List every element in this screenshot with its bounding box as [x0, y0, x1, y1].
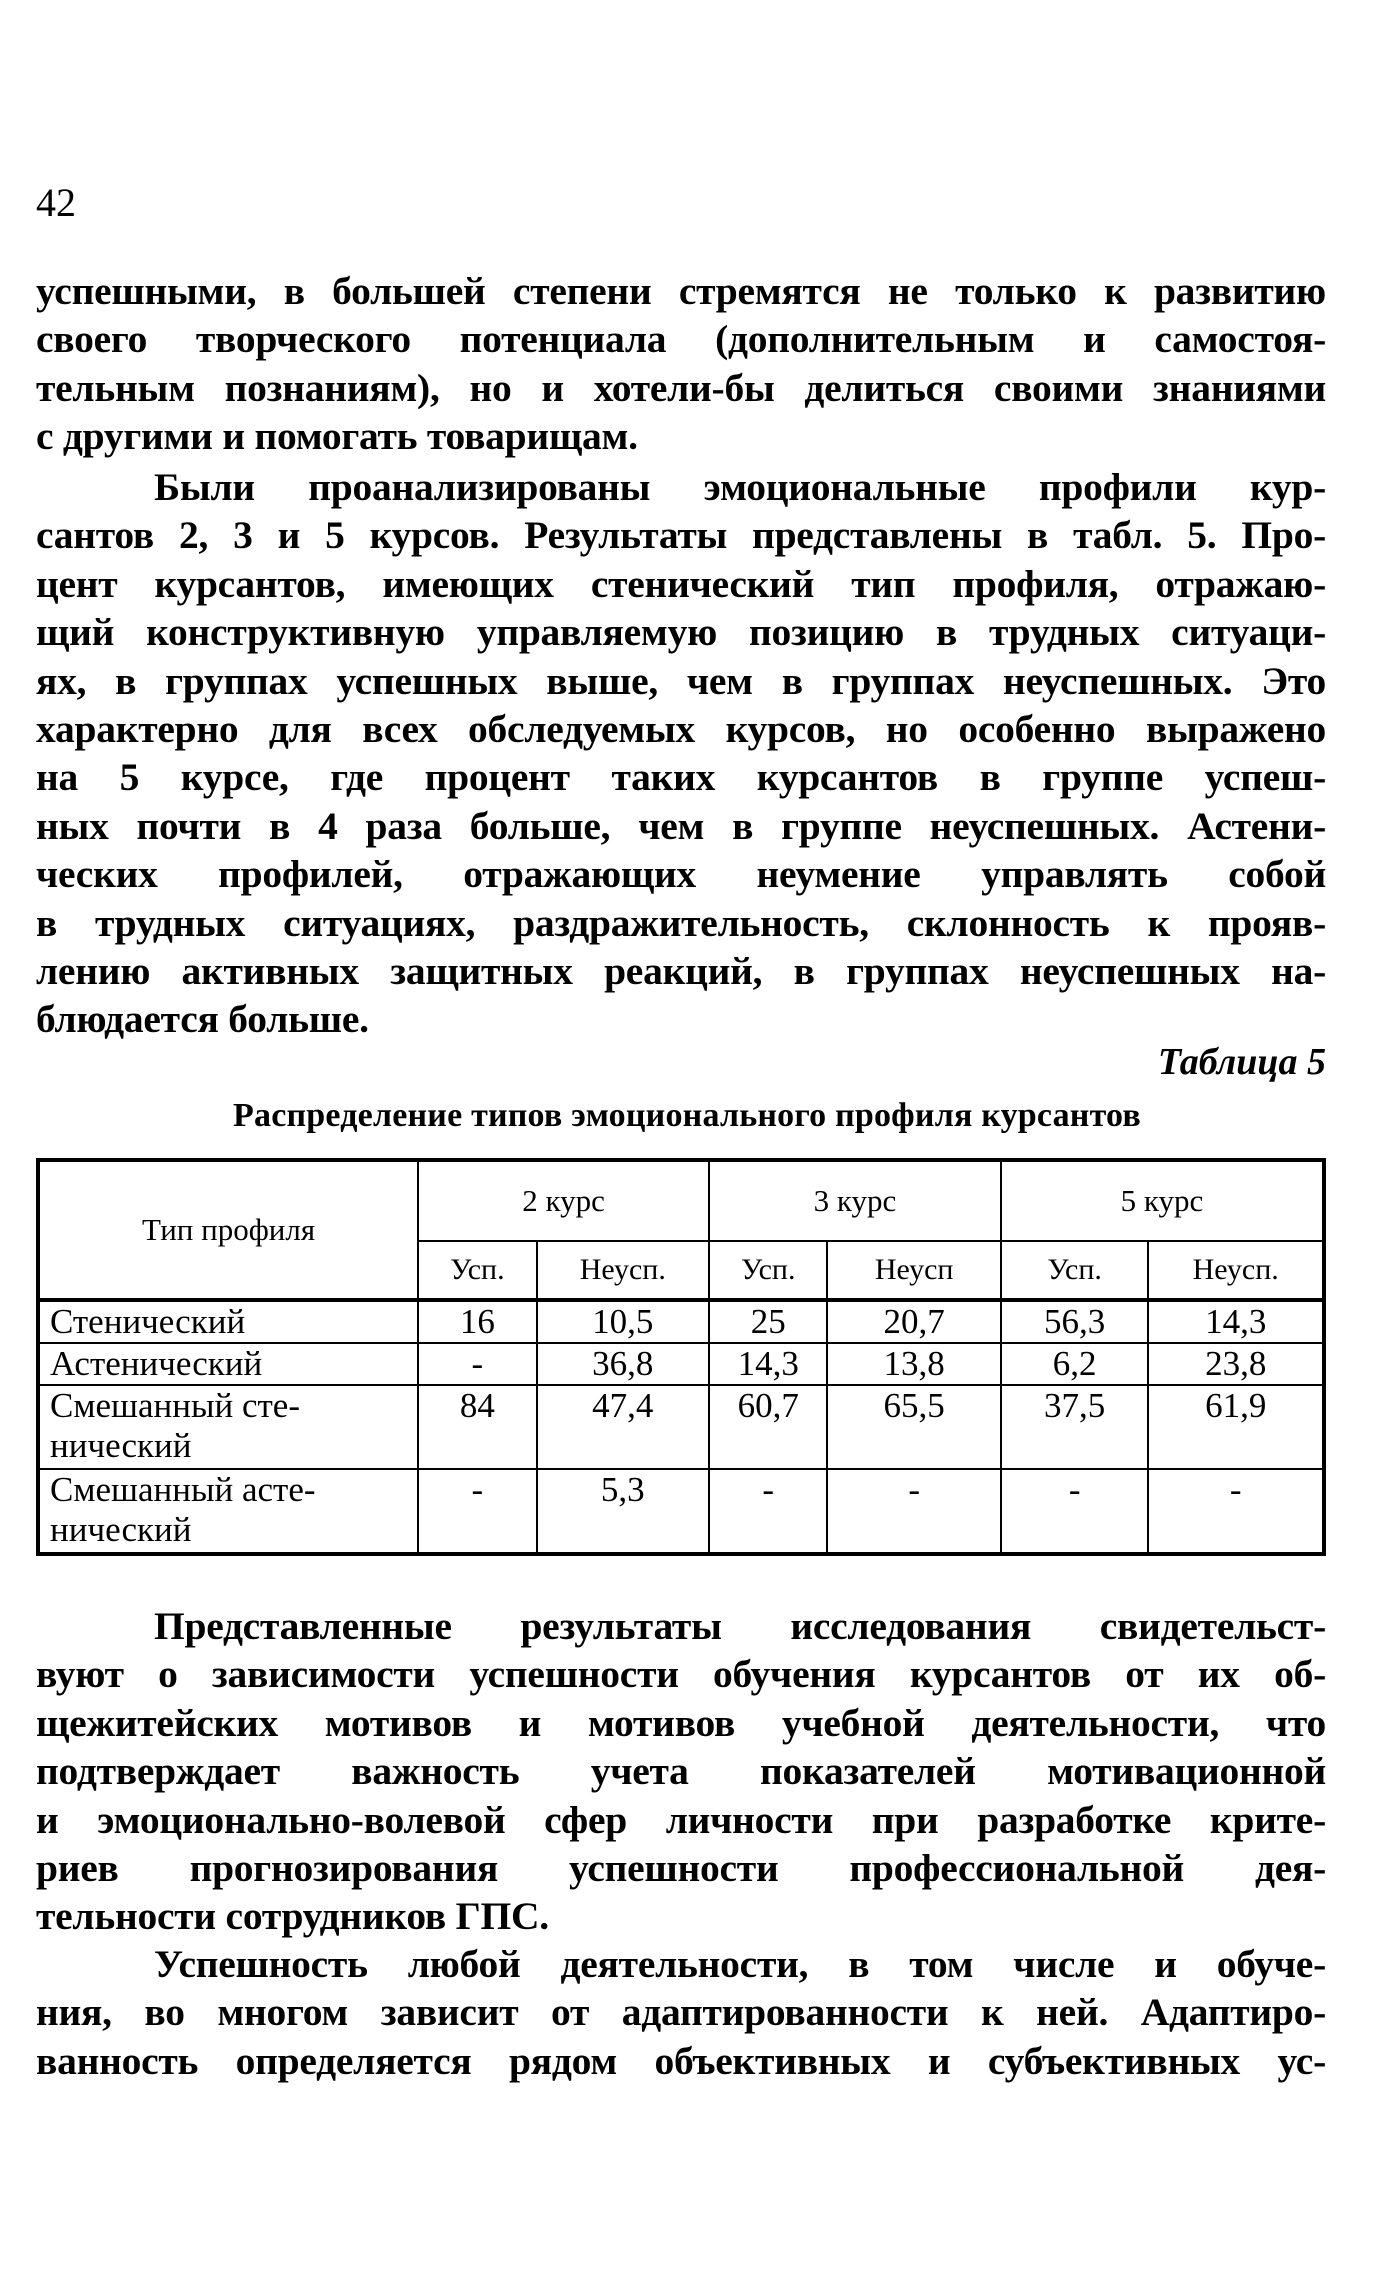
table-cell: 84 [418, 1385, 536, 1469]
header-profile-type: Тип профиля [38, 1160, 418, 1300]
table-cell: 60,7 [709, 1385, 827, 1469]
row-label-line: Астенический [50, 1344, 263, 1383]
text-line: лению активных защитных реакций, в группах неуспешных на- [36, 949, 1326, 994]
row-label-line: Стенический [50, 1302, 246, 1341]
table-cell: - [1148, 1469, 1324, 1554]
text-line: тельности сотрудников ГПС. [36, 1894, 549, 1939]
profile-distribution-table [36, 1158, 1326, 1556]
text-line: щежитейских мотивов и мотивов учебной деятельности, что [36, 1700, 1326, 1745]
table-cell: 20,7 [827, 1300, 1001, 1343]
row-label-line: Смешанный асте- [50, 1470, 316, 1509]
subheader-fail: Неусп [827, 1241, 1001, 1300]
paragraph-3 [36, 1602, 1326, 1941]
text-line: риев прогнозирования успешности профессиональной дея- [36, 1846, 1326, 1891]
table-row [38, 1300, 1324, 1343]
table-cell: 56,3 [1001, 1300, 1148, 1343]
text-line: цент курсантов, имеющих стенический тип профиля, отражаю- [36, 561, 1326, 606]
header-course-5: 5 курс [1001, 1160, 1324, 1241]
table-cell: 65,5 [827, 1385, 1001, 1469]
text-line: Были проанализированы эмоциональные профили кур- [154, 465, 1326, 509]
page-number: 42 [36, 180, 76, 225]
paragraph-1 [36, 267, 1326, 461]
text-line: в трудных ситуациях, раздражительность, склонность к прояв- [36, 900, 1326, 945]
row-label [38, 1300, 418, 1343]
table-title: Распределение типов эмоционального профиля курсантов [233, 1097, 1141, 1134]
text-line: щий конструктивную управляемую позицию в трудных ситуаци- [36, 610, 1326, 655]
text-line: ческих профилей, отражающих неумение управлять собой [36, 852, 1326, 897]
text-line: ванность определяется рядом объективных и субъективных ус- [36, 2038, 1326, 2083]
table-cell: 47,4 [537, 1385, 710, 1469]
text-line: сантов 2, 3 и 5 курсов. Результаты представлены в табл. 5. Про- [36, 513, 1326, 558]
table-cell: 13,8 [827, 1343, 1001, 1385]
table-cell: 25 [709, 1300, 827, 1343]
subheader-fail: Неусп. [537, 1241, 710, 1300]
table-cell: 5,3 [537, 1469, 710, 1554]
table-row [38, 1343, 1324, 1385]
table-cell: 14,3 [709, 1343, 827, 1385]
text-line: блюдается больше. [36, 997, 369, 1042]
table-row [38, 1469, 1324, 1554]
text-line: на 5 курсе, где процент таких курсантов в группе успеш- [36, 755, 1326, 800]
text-line: Успешность любой деятельности, в том числе и обуче- [154, 1942, 1326, 1986]
table-cell: 10,5 [537, 1300, 710, 1343]
table-cell: 23,8 [1148, 1343, 1324, 1385]
subheader-fail: Неусп. [1148, 1241, 1324, 1300]
table-label: Таблица 5 [1157, 1041, 1326, 1083]
header-course-3: 3 курс [709, 1160, 1001, 1241]
text-line: ния, во многом зависит от адаптированности к ней. Адаптиро- [36, 1990, 1326, 2035]
text-line: вуют о зависимости успешности обучения курсантов от их об- [36, 1652, 1326, 1697]
table-cell: - [709, 1469, 827, 1554]
row-label [38, 1343, 418, 1385]
table-cell: 6,2 [1001, 1343, 1148, 1385]
paragraph-4 [36, 1940, 1326, 2085]
subheader-success: Усп. [709, 1241, 827, 1300]
paragraph-2 [36, 463, 1326, 1044]
header-course-2: 2 курс [418, 1160, 709, 1241]
text-line: подтверждает важность учета показателей мотивационной [36, 1749, 1326, 1794]
row-label [38, 1469, 418, 1554]
table-row [38, 1385, 1324, 1469]
text-line: и эмоционально-волевой сфер личности при разработке крите- [36, 1797, 1326, 1842]
row-label-line: нический [50, 1510, 192, 1549]
table-cell: - [418, 1343, 536, 1385]
text-line: с другими и помогать товарищам. [36, 414, 638, 459]
table-cell: 37,5 [1001, 1385, 1148, 1469]
subheader-success: Усп. [1001, 1241, 1148, 1300]
text-line: характерно для всех обследуемых курсов, но особенно выражено [36, 707, 1326, 752]
text-line: Представленные результаты исследования свидетельст- [154, 1604, 1326, 1648]
table-cell: 14,3 [1148, 1300, 1324, 1343]
text-line: ных почти в 4 раза больше, чем в группе неуспешных. Астени- [36, 803, 1326, 848]
table-cell: - [418, 1469, 536, 1554]
table-cell: 16 [418, 1300, 536, 1343]
table-cell: 36,8 [537, 1343, 710, 1385]
text-line: тельным познаниям), но и хотели-бы делиться своими знаниями [36, 365, 1326, 410]
row-label [38, 1385, 418, 1469]
row-label-line: нический [50, 1426, 192, 1465]
table-cell: - [827, 1469, 1001, 1554]
text-line: успешными, в большей степени стремятся не только к развитию [36, 269, 1326, 313]
text-line: своего творческого потенциала (дополнительным и самостоя- [36, 317, 1326, 362]
row-label-line: Смешанный сте- [50, 1386, 300, 1425]
table-cell: 61,9 [1148, 1385, 1324, 1469]
text-line: ях, в группах успешных выше, чем в группах неуспешных. Это [36, 658, 1326, 703]
subheader-success: Усп. [418, 1241, 536, 1300]
table-cell: - [1001, 1469, 1148, 1554]
